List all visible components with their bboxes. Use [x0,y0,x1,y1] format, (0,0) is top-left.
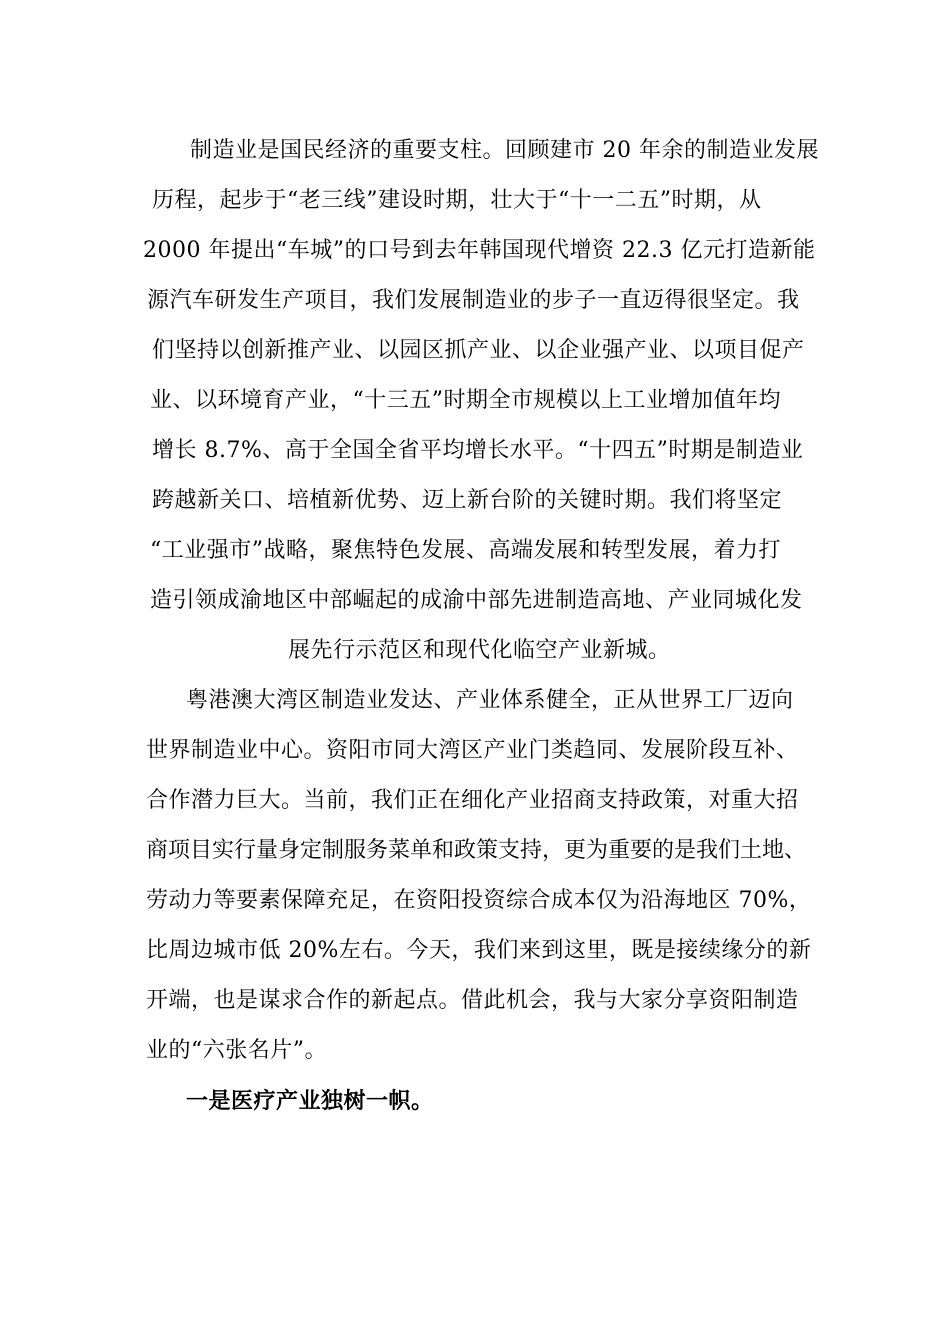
paragraph-line: 造引领成渝地区中部崛起的成渝中部先进制造高地、产业同城化发 [150,588,803,613]
paragraph-line: 劳动力等要素保障充足，在资阳投资综合成本仅为沿海地区 70%， [146,888,812,913]
paragraph-line: 比周边城市低 20%左右。今天，我们来到这里，既是接续缘分的新 [146,938,812,963]
paragraph-line: 合作潜力巨大。当前，我们正在细化产业招商支持政策，对重大招 [146,788,799,813]
paragraph-line: 增长 8.7%、高于全国全省平均增长水平。“十四五”时期是制造业 [152,438,804,463]
paragraph-line: 粤港澳大湾区制造业发达、产业体系健全，正从世界工厂迈向 [186,688,794,713]
paragraph-line: 业、以环境育产业，“十三五”时期全市规模以上工业增加值年均 [150,388,781,413]
paragraph-line: 制造业是国民经济的重要支柱。回顾建市 20 年余的制造业发展 [190,138,819,163]
paragraph-line: 世界制造业中心。资阳市同大湾区产业门类趋同、发展阶段互补、 [146,738,799,763]
paragraph-line: 开端，也是谋求合作的新起点。借此机会，我与大家分享资阳制造 [146,988,799,1013]
paragraph-line: 展先行示范区和现代化临空产业新城。 [288,638,671,663]
section-heading: 一是医疗产业独树一帜。 [186,1088,434,1114]
paragraph-line: 们坚持以创新推产业、以园区抓产业、以企业强产业、以项目促产 [152,338,805,363]
paragraph-line: 业的“六张名片”。 [146,1038,327,1063]
paragraph-line: 源汽车研发生产项目，我们发展制造业的步子一直迈得很坚定。我 [147,288,800,313]
paragraph-line: 2000 年提出“车城”的口号到去年韩国现代增资 22.3 亿元打造新能 [143,238,816,263]
paragraph-line: “工业强市”战略，聚焦特色发展、高端发展和转型发展，着力打 [150,538,781,563]
paragraph-line: 历程，起步于“老三线”建设时期，壮大于“十一二五”时期，从 [152,188,762,213]
paragraph-line: 跨越新关口、培植新优势、迈上新台阶的关键时期。我们将坚定 [152,488,783,513]
paragraph-line: 商项目实行量身定制服务菜单和政策支持，更为重要的是我们土地、 [146,838,807,863]
